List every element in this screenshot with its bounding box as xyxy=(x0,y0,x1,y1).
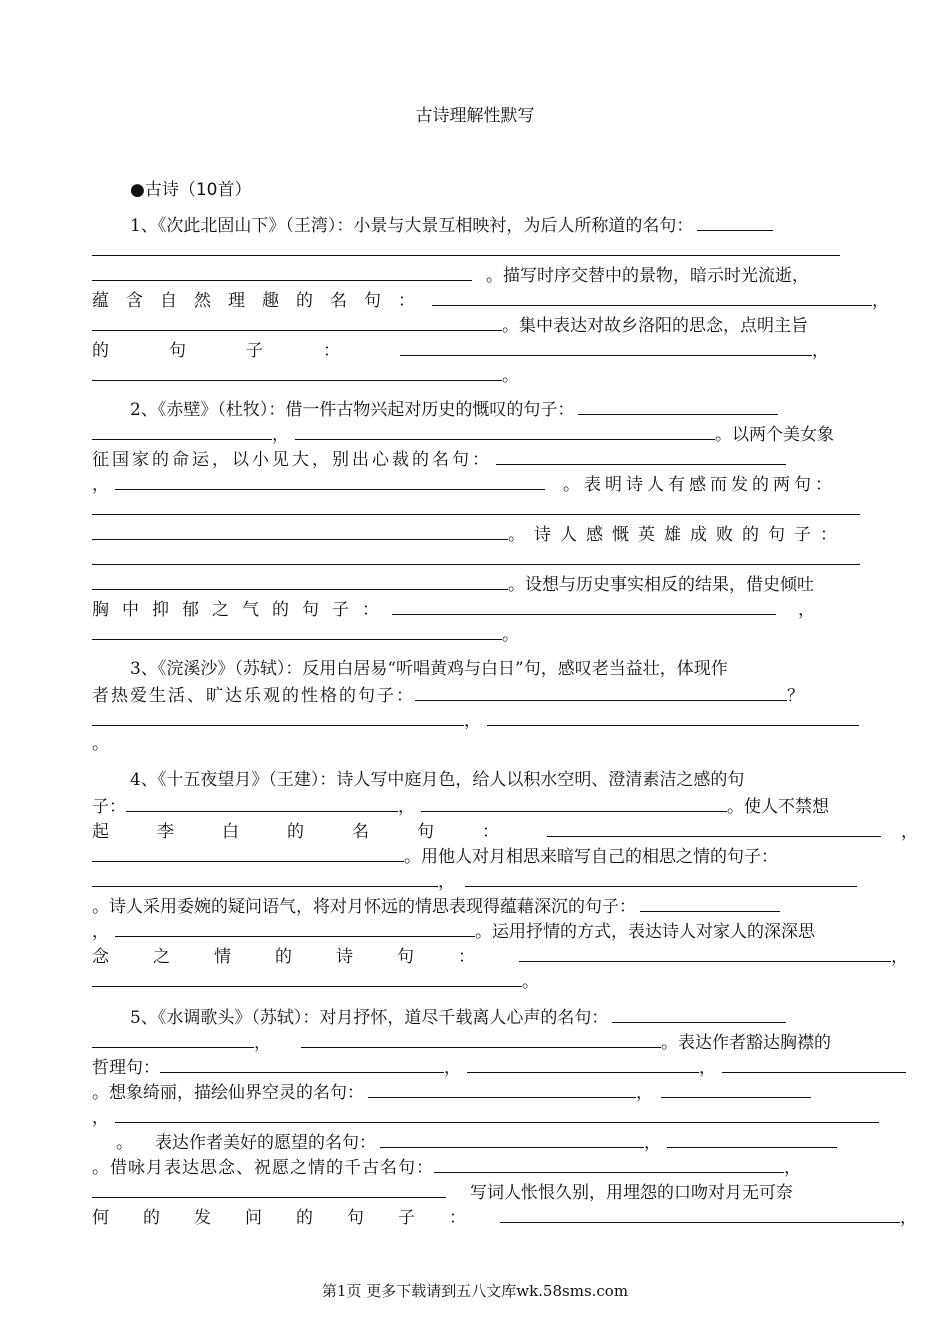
answer-blank[interactable] xyxy=(92,312,502,331)
text-fragment: ？ xyxy=(787,686,804,706)
text-fragment: 。使人不禁想 xyxy=(727,797,829,817)
answer-blank[interactable] xyxy=(301,1029,661,1048)
text-line xyxy=(92,446,868,471)
text-fragment: ， xyxy=(636,1083,653,1103)
answer-blank[interactable] xyxy=(722,1054,906,1073)
text-line xyxy=(92,312,868,337)
text-fragment: 。集中表达对故乡洛阳的思念，点明主旨 xyxy=(502,316,808,336)
text-line xyxy=(92,682,868,707)
answer-blank[interactable] xyxy=(92,621,502,640)
text-fragment: 。诗人采用委婉的疑问语气，将对月怀远的情思表现得蕴藉深沉的句子： xyxy=(92,897,636,917)
answer-blank[interactable] xyxy=(400,337,812,356)
text-fragment: 。以两个美女象 xyxy=(715,425,834,445)
text-line xyxy=(92,732,868,757)
answer-blank[interactable] xyxy=(295,421,715,440)
text-line xyxy=(92,657,868,682)
question-4 xyxy=(92,768,918,993)
text-fragment: ， xyxy=(900,1208,917,1228)
text-line xyxy=(92,1054,868,1079)
text-fragment: 哲理句： xyxy=(92,1058,160,1078)
text-line xyxy=(92,237,868,262)
text-line xyxy=(92,893,868,918)
answer-blank[interactable] xyxy=(115,471,545,490)
text-fragment: ， xyxy=(872,291,889,311)
answer-blank[interactable] xyxy=(640,893,780,912)
text-line xyxy=(92,262,868,287)
text-fragment: ， xyxy=(92,1108,109,1128)
text-fragment: 4、《十五夜望月》（王建）：诗人写中庭月色，给人以积水空明、澄清素洁之感的句 xyxy=(130,770,745,790)
text-line xyxy=(92,793,868,818)
answer-blank[interactable] xyxy=(578,396,778,415)
text-line xyxy=(92,1154,868,1179)
text-fragment: ， xyxy=(891,947,908,967)
text-line xyxy=(92,868,868,893)
answer-blank[interactable] xyxy=(667,1129,837,1148)
section-heading: ●古诗（10首） xyxy=(130,180,252,200)
answer-blank[interactable] xyxy=(92,868,438,887)
text-fragment: 。 xyxy=(502,625,519,645)
text-fragment: ， xyxy=(644,1133,661,1153)
text-fragment: 表达作者美好的愿望的名句： xyxy=(155,1133,376,1153)
answer-blank[interactable] xyxy=(92,571,508,590)
text-fragment: ， xyxy=(798,600,815,620)
text-fragment: 2、《赤壁》（杜牧）：借一件古物兴起对历史的慨叹的句子： xyxy=(130,400,575,420)
question-2 xyxy=(92,396,868,646)
answer-blank[interactable] xyxy=(432,287,872,306)
text-fragment: 。诗人感慨英雄成败的句子： xyxy=(508,525,846,545)
text-line xyxy=(92,396,868,421)
text-fragment: 子： xyxy=(92,797,126,817)
answer-blank[interactable] xyxy=(421,793,727,812)
text-line xyxy=(92,1129,868,1154)
answer-blank[interactable] xyxy=(547,818,881,837)
text-fragment: 的句子： xyxy=(92,341,400,361)
text-fragment: ， xyxy=(784,1158,801,1178)
text-line xyxy=(92,918,868,943)
text-fragment: 。想象绮丽，描绘仙界空灵的名句： xyxy=(92,1083,364,1103)
text-line xyxy=(92,212,868,237)
answer-blank[interactable] xyxy=(368,1079,636,1098)
answer-blank[interactable] xyxy=(92,968,522,987)
text-fragment: 。描写时序交替中的景物，暗示时光流逝， xyxy=(486,266,809,286)
answer-blank[interactable] xyxy=(467,1054,699,1073)
text-line xyxy=(92,337,868,362)
document-title: 古诗理解性默写 xyxy=(415,106,535,126)
text-line xyxy=(92,1204,917,1229)
text-fragment: 。运用抒情的方式，表达诗人对家人的深深思 xyxy=(475,922,815,942)
text-line xyxy=(92,287,889,312)
answer-blank[interactable] xyxy=(92,496,860,515)
text-fragment: 征国家的命运，以小见大，别出心裁的名句： xyxy=(92,450,492,470)
answer-blank[interactable] xyxy=(92,707,464,726)
answer-blank[interactable] xyxy=(92,362,502,381)
text-fragment: 起李白的名句： xyxy=(92,822,547,842)
text-fragment: ， xyxy=(254,1033,271,1053)
text-line xyxy=(92,707,868,732)
text-line xyxy=(92,521,868,546)
answer-blank[interactable] xyxy=(115,1104,879,1123)
text-fragment: 。 xyxy=(522,972,539,992)
answer-blank[interactable] xyxy=(126,793,398,812)
answer-blank[interactable] xyxy=(92,421,272,440)
text-fragment: ， xyxy=(444,1058,461,1078)
text-fragment: 1、《次此北固山下》（王湾）：小景与大景互相映衬，为后人所称道的名句： xyxy=(130,216,694,236)
text-line xyxy=(92,421,868,446)
text-line xyxy=(92,843,868,868)
text-fragment: ， xyxy=(92,475,109,495)
answer-blank[interactable] xyxy=(612,1004,786,1023)
text-fragment: 。表达作者豁达胸襟的 xyxy=(661,1033,831,1053)
text-line xyxy=(92,943,908,968)
answer-blank[interactable] xyxy=(115,918,475,937)
text-line xyxy=(92,768,868,793)
answer-blank[interactable] xyxy=(487,707,859,726)
answer-blank[interactable] xyxy=(415,682,787,701)
text-line xyxy=(92,471,868,496)
text-line xyxy=(92,1104,868,1129)
text-line xyxy=(92,968,868,993)
answer-blank[interactable] xyxy=(92,262,472,281)
text-line xyxy=(92,1029,868,1054)
text-line xyxy=(92,362,868,387)
answer-blank[interactable] xyxy=(434,1154,784,1173)
text-fragment: ， xyxy=(92,922,109,942)
text-fragment: ， xyxy=(272,425,289,445)
text-fragment: 。设想与历史事实相反的结果，借史倾吐 xyxy=(508,575,814,595)
text-line xyxy=(92,621,868,646)
text-line xyxy=(92,1079,868,1104)
text-fragment: 胸中抑郁之气的句子： xyxy=(92,600,392,620)
answer-blank[interactable] xyxy=(661,1079,811,1098)
text-fragment: 。 xyxy=(502,366,519,386)
text-fragment: ， xyxy=(812,341,829,361)
answer-blank[interactable] xyxy=(697,212,773,231)
text-fragment: ， xyxy=(464,711,481,731)
question-3 xyxy=(92,657,868,757)
answer-blank[interactable] xyxy=(92,237,840,256)
answer-blank[interactable] xyxy=(496,446,786,465)
text-fragment: 5、《水调歌头》（苏轼）：对月抒怀，道尽千载离人心声的名句： xyxy=(130,1008,609,1028)
answer-blank[interactable] xyxy=(160,1054,444,1073)
answer-blank[interactable] xyxy=(500,1204,900,1223)
text-line xyxy=(92,496,868,521)
answer-blank[interactable] xyxy=(92,521,508,540)
text-fragment: 。借咏月表达思念、祝愿之情的千古名句： xyxy=(92,1158,434,1178)
text-fragment: 者热爱生活、旷达乐观的性格的句子： xyxy=(92,686,415,706)
text-line xyxy=(92,818,918,843)
text-fragment: 3、《浣溪沙》（苏轼）：反用白居易“听唱黄鸡与白日”句，感叹老当益壮，体现作 xyxy=(130,659,728,679)
question-5 xyxy=(92,1004,917,1229)
question-1 xyxy=(92,212,889,387)
text-line xyxy=(92,1004,868,1029)
page-footer: 第1页 更多下载请到五八文库wk.58sms.com xyxy=(321,1282,629,1300)
text-line xyxy=(92,1179,868,1204)
text-line xyxy=(92,546,868,571)
text-fragment: 。 xyxy=(116,1133,133,1153)
text-fragment: 蕴含自然理趣的名句： xyxy=(92,291,432,311)
text-line xyxy=(92,571,868,596)
answer-blank[interactable] xyxy=(92,1179,446,1198)
text-fragment: 。表明诗人有感而发的两句： xyxy=(563,475,836,495)
answer-blank[interactable] xyxy=(519,943,891,962)
text-line xyxy=(92,596,868,621)
answer-blank[interactable] xyxy=(92,1029,254,1048)
text-fragment: ， xyxy=(438,872,455,892)
answer-blank[interactable] xyxy=(380,1129,644,1148)
answer-blank[interactable] xyxy=(465,868,857,887)
answer-blank[interactable] xyxy=(392,596,776,615)
text-fragment: 写词人怅恨久别，用埋怨的口吻对月无可奈 xyxy=(470,1183,793,1203)
text-fragment: ， xyxy=(699,1058,716,1078)
text-fragment: 。用他人对月相思来暗写自己的相思之情的句子： xyxy=(404,847,778,867)
text-fragment: 何的发问的句子： xyxy=(92,1208,500,1228)
text-fragment: ， xyxy=(901,822,918,842)
text-fragment: ， xyxy=(398,797,415,817)
text-fragment: 。 xyxy=(92,734,109,754)
text-fragment: 念之情的诗句： xyxy=(92,947,519,967)
answer-blank[interactable] xyxy=(92,546,860,565)
answer-blank[interactable] xyxy=(92,843,404,862)
